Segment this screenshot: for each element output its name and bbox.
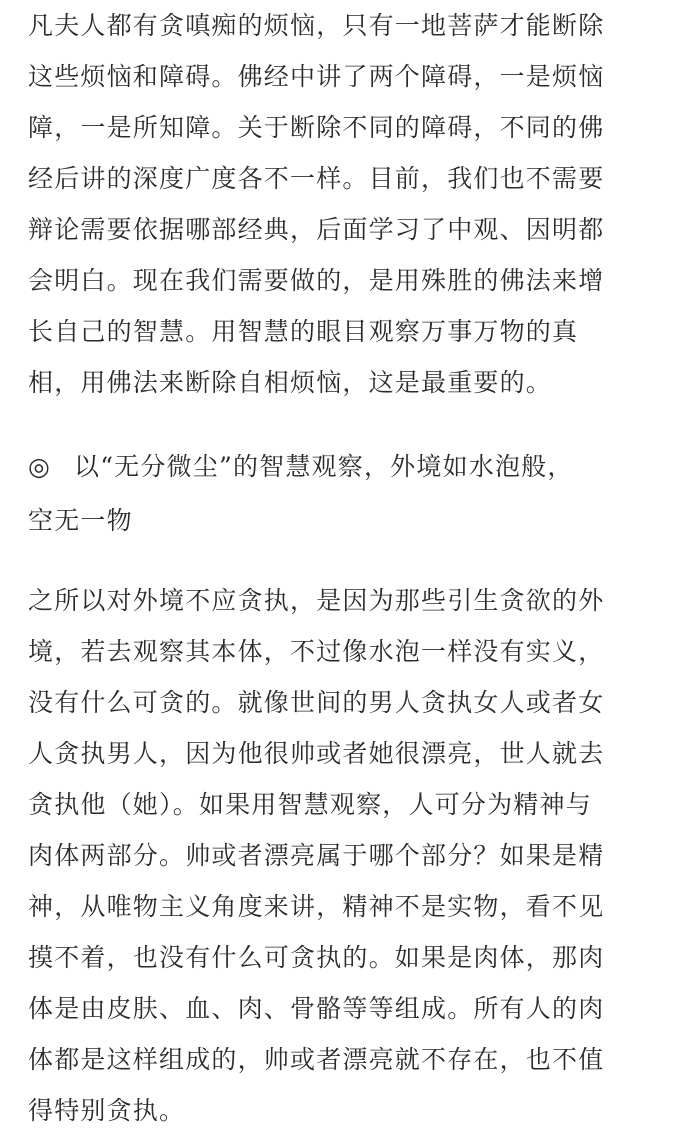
paragraph-kleshas <box>28 0 604 408</box>
section-heading <box>28 440 574 548</box>
text-line: 凡夫人都有贪嗔痴的烦恼，只有一地菩萨才能断除 <box>28 11 605 40</box>
heading-text: 以“无分微尘”的智慧观察，外境如水泡般， <box>74 452 574 481</box>
text-line: 神，从唯物主义角度来讲，精神不是实物，看不见 <box>28 892 605 921</box>
text-line: 摸不着，也没有什么可贪执的。如果是肉体，那肉 <box>28 943 605 972</box>
text-line: 之所以对外境不应贪执，是因为那些引生贪欲的外 <box>28 586 605 615</box>
text-line: 长自己的智慧。用智慧的眼目观察万事万物的真 <box>28 317 579 346</box>
text-line: 境，若去观察其本体，不过像水泡一样没有实义， <box>28 637 605 666</box>
text-line: 经后讲的深度广度各不一样。目前，我们也不需要 <box>28 164 605 193</box>
paragraph-bubble-analogy <box>28 575 604 1136</box>
text-line: 这些烦恼和障碍。佛经中讲了两个障碍，一是烦恼 <box>28 62 605 91</box>
text-line: 体是由皮肤、血、肉、骨骼等等组成。所有人的肉 <box>28 994 605 1023</box>
text-line: 会明白。现在我们需要做的，是用殊胜的佛法来增 <box>28 266 605 295</box>
text-line: 体都是这样组成的，帅或者漂亮就不存在，也不值 <box>28 1045 605 1074</box>
text-line: 肉体两部分。帅或者漂亮属于哪个部分？如果是精 <box>28 841 605 870</box>
text-line: 相，用佛法来断除自相烦恼，这是最重要的。 <box>28 368 553 397</box>
heading-line-2: 空无一物 <box>28 506 133 535</box>
text-line: 人贪执男人，因为他很帅或者她很漂亮，世人就去 <box>28 739 605 768</box>
text-line: 没有什么可贪的。就像世间的男人贪执女人或者女 <box>28 688 605 717</box>
text-line: 得特别贪执。 <box>28 1096 186 1125</box>
text-line: 贪执他（她）。如果用智慧观察，人可分为精神与 <box>28 790 592 819</box>
bullseye-icon: ◎ <box>28 452 52 481</box>
heading-line-1 <box>28 440 574 494</box>
text-line: 辩论需要依据哪部经典，后面学习了中观、因明都 <box>28 215 605 244</box>
text-line: 障，一是所知障。关于断除不同的障碍，不同的佛 <box>28 113 605 142</box>
